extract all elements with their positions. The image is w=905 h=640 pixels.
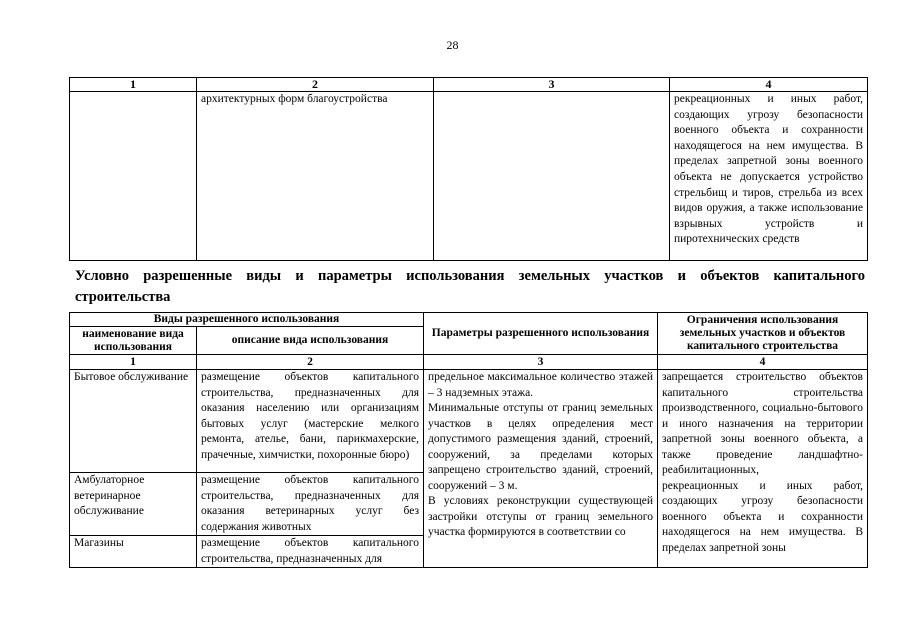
cell-restrictions: рекреационных и иных работ, создающих угрозу безопасности военного объекта и сохранности находящегося на нем имущества. В пределах запретной зоны военного объекта не допускается устройство стрельбищ и тиров, стрельба из всех видов оружия, а также использование взрывных устройств и пиротехнических средств [670,92,868,261]
column-number: 4 [658,355,868,370]
conditional-uses-table [69,312,868,568]
column-number: 3 [424,355,658,370]
description-header: описание вида использования [197,327,424,355]
section-title: Условно разрешенные виды и параметры использования земельных участков и объектов капитального строительства [75,268,865,305]
page-number: 28 [446,38,459,52]
column-number: 3 [434,78,670,92]
table-row [70,92,868,261]
use-description: размещение объектов капитального строительства, предназначенных для оказания ветеринарных услуг без содержания животных [197,473,424,536]
column-number: 1 [70,78,197,92]
continued-table [69,77,868,261]
parameters-header: Параметры разрешенного использования [424,313,658,355]
restrictions-paragraph: рекреационных и иных работ, создающих угрозу безопасности военного объекта и сохранности находящегося на нем имущества. В пределах запретной зоны [662,479,863,554]
cell-name [70,92,197,261]
use-name: Магазины [70,536,197,568]
column-number: 2 [197,78,434,92]
use-description: размещение объектов капитального строительства, предназначенных для [197,536,424,568]
restrictions-header: Ограничения использования земельных участков и объектов капитального строительства [658,313,868,355]
use-description: размещение объектов капитального строительства, предназначенных для оказания населению или организациям бытовых услуг (мастерские мелкого ремонта, ателье, бани, парикмахерские, прачечные, химчистки, похоронные бюро) [197,370,424,473]
column-number: 2 [197,355,424,370]
table-row [70,370,868,473]
name-header: наименование вида использования [70,327,197,355]
parameters-cell [424,370,658,568]
cell-parameters [434,92,670,261]
parameters-paragraph: Минимальные отступы от границ земельных участков в целях определения мест допустимого размещения зданий, строений, сооружений, за пределами которых запрещено строительство зданий, строений, сооружений – 3 м. [428,402,653,492]
restrictions-cell [658,370,868,568]
cell-description: архитектурных форм благоустройства [197,92,434,261]
header-row [70,313,868,327]
restrictions-paragraph: запрещается строительство объектов капитального строительства производственного, социально-бытового и иного назначения на территории запретной зоны военного объекта, а также проведение ландшафтно-реабилитационных, [662,371,863,476]
column-number: 1 [70,355,197,370]
group-header: Виды разрешенного использования [70,313,424,327]
use-name: Амбулаторное ветеринарное обслуживание [70,473,197,536]
column-number: 4 [670,78,868,92]
column-number-row [70,78,868,92]
parameters-paragraph: В условиях реконструкции существующей застройки отступы от границ земельного участка формируются в соответствии со [428,495,653,538]
parameters-paragraph: предельное максимальное количество этажей – 3 надземных этажа. [428,371,653,399]
column-number-row [70,355,868,370]
use-name: Бытовое обслуживание [70,370,197,473]
